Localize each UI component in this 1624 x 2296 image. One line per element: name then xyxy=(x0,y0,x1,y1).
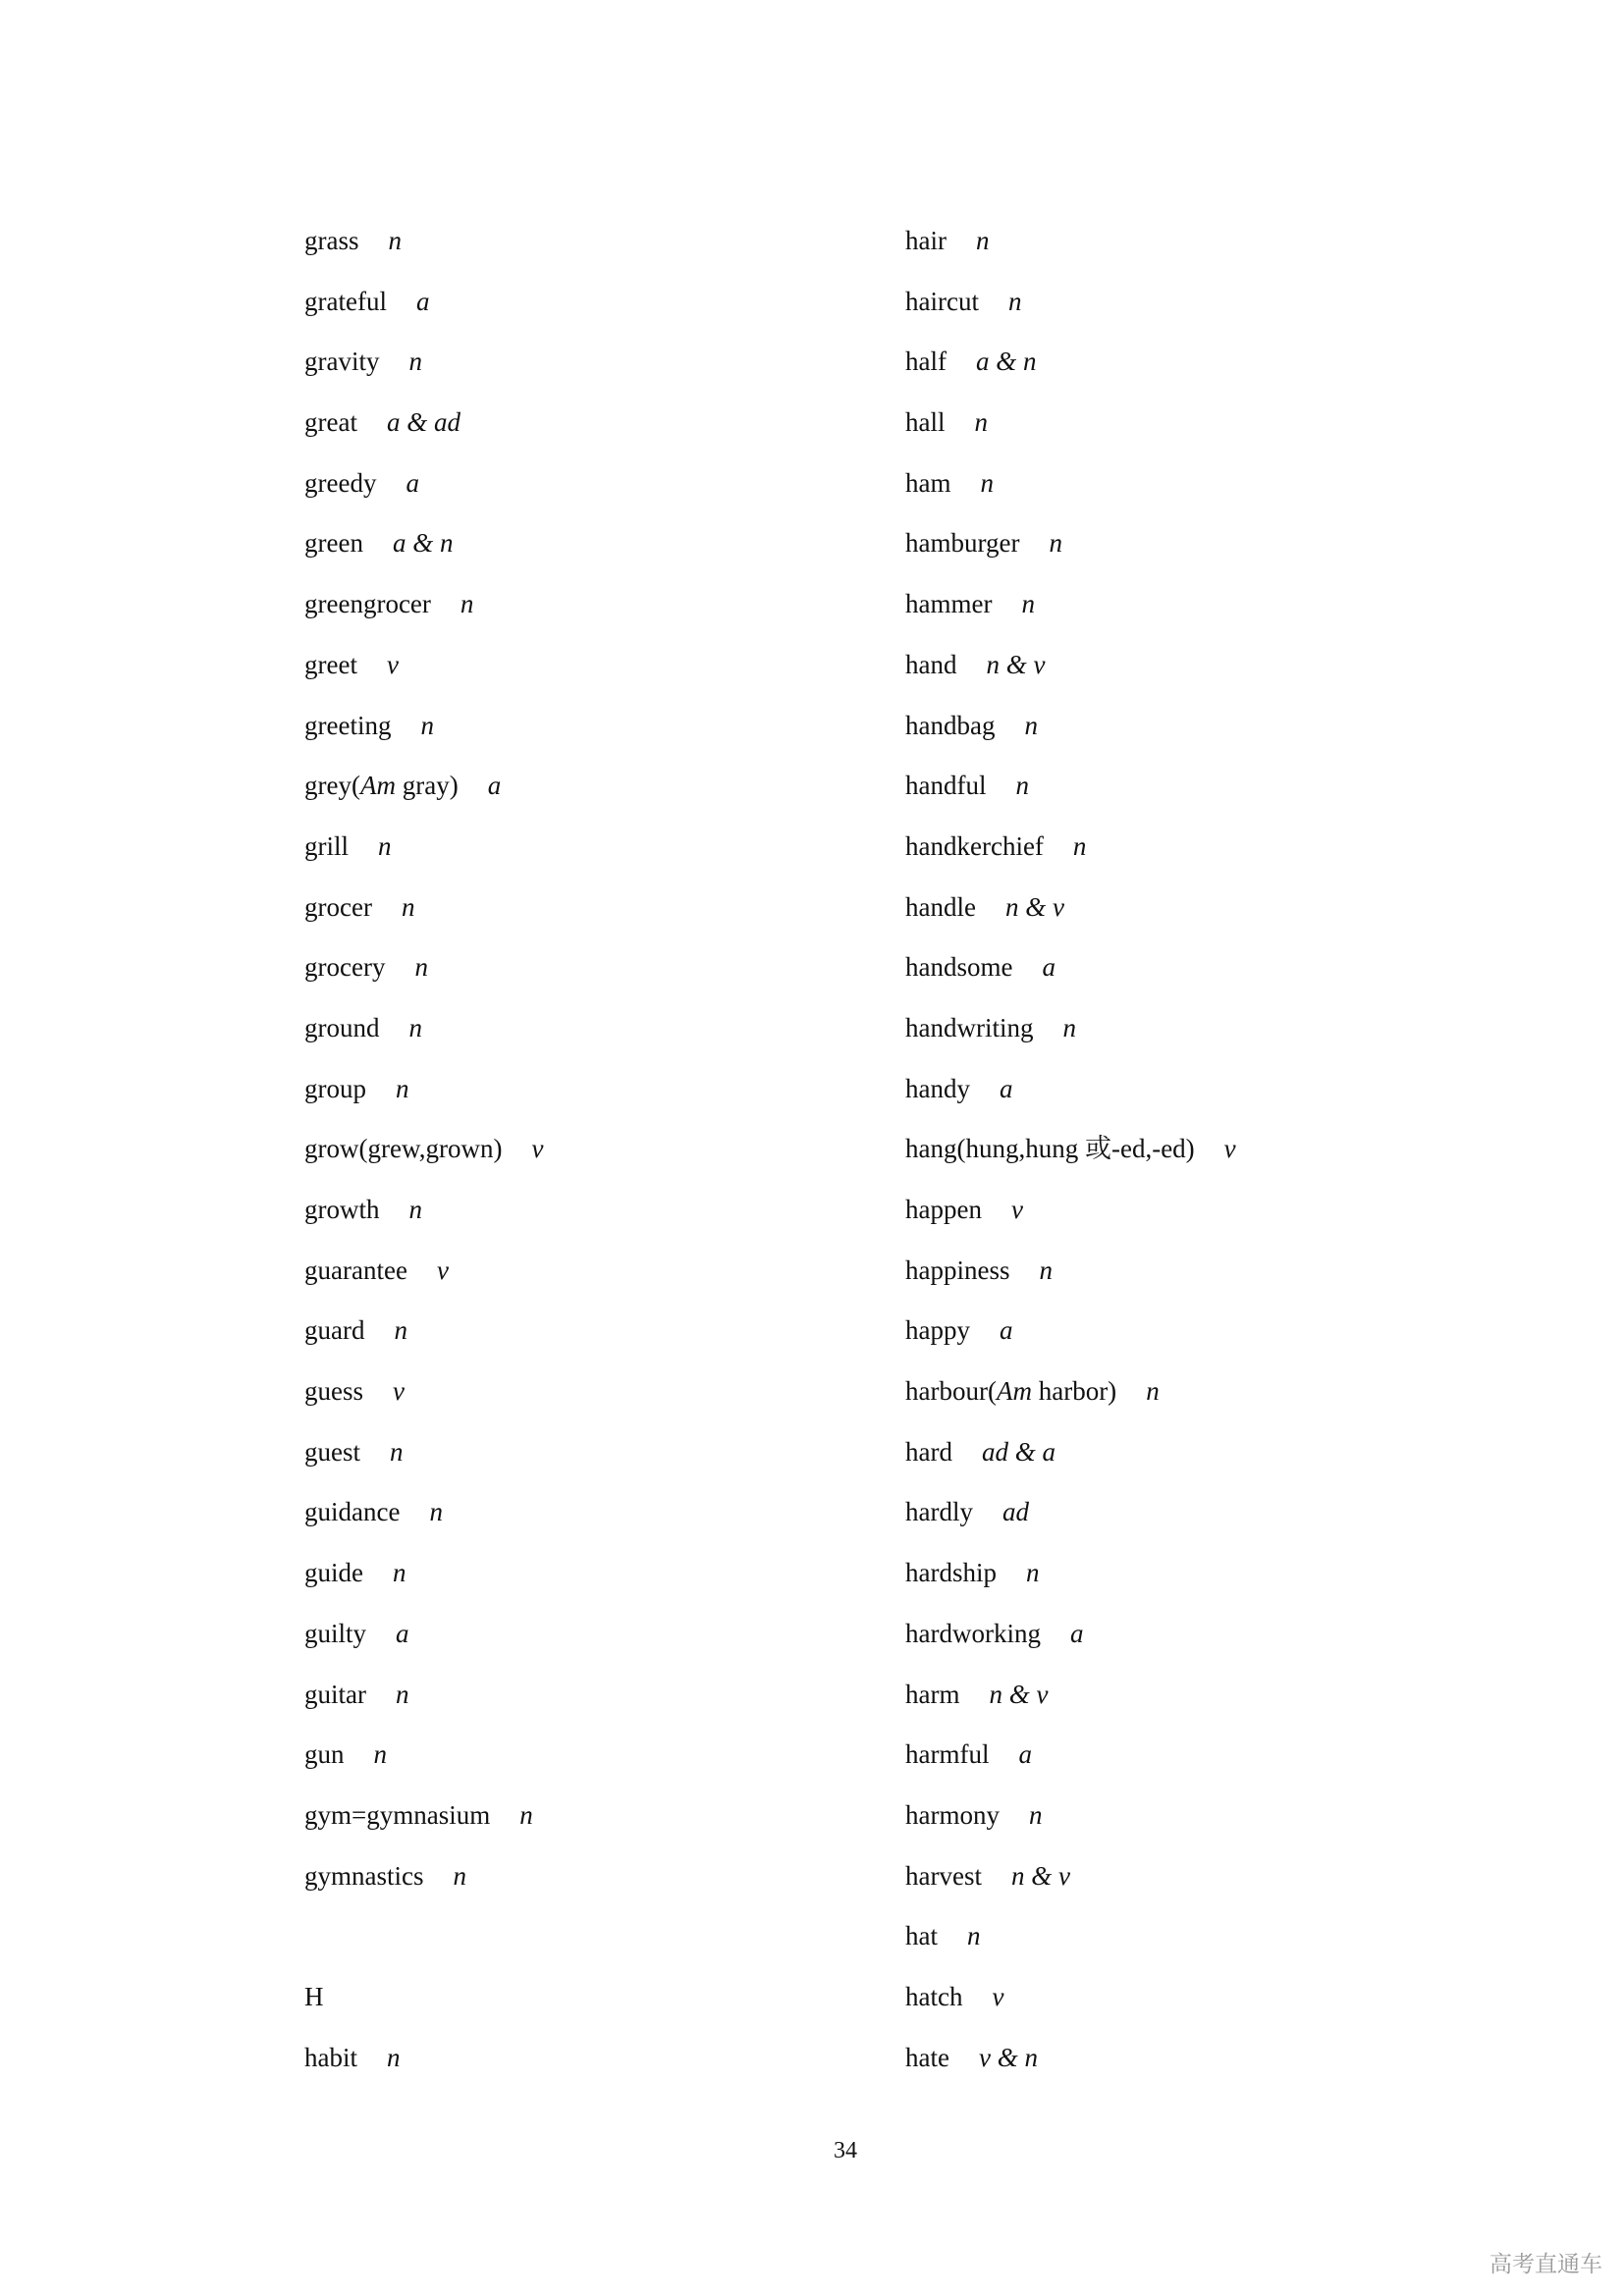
part-of-speech: n xyxy=(1007,286,1022,316)
part-of-speech: n xyxy=(1062,1012,1076,1042)
part-of-speech: n xyxy=(1021,589,1035,619)
vocab-word: hardly xyxy=(905,1497,973,1527)
part-of-speech: ad xyxy=(1001,1497,1029,1527)
vocab-entry xyxy=(304,1725,543,1786)
part-of-speech: v xyxy=(436,1255,449,1285)
vocab-entry xyxy=(304,211,543,272)
part-of-speech: a & n xyxy=(975,347,1037,377)
part-of-speech: n & v xyxy=(1010,1860,1070,1891)
part-of-speech: n xyxy=(408,1195,422,1224)
part-of-speech: a xyxy=(487,771,502,801)
vocab-word: happen xyxy=(905,1195,982,1224)
vocab-entry xyxy=(905,211,1236,272)
vocab-word: hardworking xyxy=(905,1618,1041,1648)
vocab-entry xyxy=(304,574,543,635)
right-column xyxy=(905,211,1236,2088)
vocab-word: guitar xyxy=(304,1679,366,1709)
vocab-word: H xyxy=(304,1981,324,2011)
part-of-speech: n xyxy=(414,952,428,983)
vocab-entry xyxy=(304,272,543,333)
part-of-speech: n xyxy=(1025,1558,1040,1588)
vocab-entry xyxy=(905,817,1236,878)
part-of-speech: a xyxy=(1042,952,1056,983)
part-of-speech: a xyxy=(415,286,430,316)
part-of-speech: v xyxy=(393,1376,405,1407)
part-of-speech: n xyxy=(408,1012,422,1042)
vocab-word: hate xyxy=(905,2042,949,2072)
vocab-word: hard xyxy=(905,1436,952,1467)
vocab-entry xyxy=(304,1180,543,1241)
vocab-entry xyxy=(304,696,543,757)
part-of-speech: a & ad xyxy=(386,407,460,438)
vocab-entry xyxy=(905,1059,1236,1120)
vocab-word: hand xyxy=(905,649,957,679)
vocab-word: harmful xyxy=(905,1739,990,1770)
vocab-entry xyxy=(905,1301,1236,1362)
vocab-word: greet xyxy=(304,649,357,679)
vocab-entry xyxy=(905,1119,1236,1180)
part-of-speech: v xyxy=(1010,1195,1023,1224)
variant-label: Am xyxy=(996,1376,1032,1407)
vocab-entry xyxy=(304,1362,543,1422)
vocab-word: half xyxy=(905,347,947,377)
vocab-entry xyxy=(905,878,1236,938)
part-of-speech: n xyxy=(519,1799,533,1830)
vocab-entry xyxy=(304,635,543,696)
vocab-entry xyxy=(905,1665,1236,1726)
vocab-entry xyxy=(304,2028,543,2089)
vocab-word: happy xyxy=(905,1315,970,1346)
vocab-word: handful xyxy=(905,771,987,801)
vocab-word: guarantee xyxy=(304,1255,407,1285)
part-of-speech: n xyxy=(460,589,474,619)
vocab-word: group xyxy=(304,1073,366,1103)
vocab-entry xyxy=(304,1119,543,1180)
vocab-word: haircut xyxy=(905,286,979,316)
vocab-entry xyxy=(304,1422,543,1483)
part-of-speech: a xyxy=(396,1618,409,1648)
vocab-word: grill xyxy=(304,830,349,861)
part-of-speech: v xyxy=(1223,1134,1236,1164)
part-of-speech: a xyxy=(1018,1739,1032,1770)
vocab-word-tail: harbor) xyxy=(1031,1376,1117,1407)
vocab-word: grocery xyxy=(304,952,386,983)
vocab-word: grass xyxy=(304,226,359,255)
part-of-speech: n xyxy=(453,1860,466,1891)
vocab-entry xyxy=(304,878,543,938)
part-of-speech: v xyxy=(386,649,399,679)
part-of-speech: a & n xyxy=(392,528,454,559)
vocab-word: gymnastics xyxy=(304,1860,424,1891)
vocab-entry xyxy=(304,1543,543,1604)
vocab-entry xyxy=(905,696,1236,757)
vocab-word: handbag xyxy=(905,710,996,740)
part-of-speech: v & n xyxy=(978,2042,1038,2072)
vocab-entry xyxy=(905,272,1236,333)
vocab-word: great xyxy=(304,407,357,438)
vocab-word: harm xyxy=(905,1679,960,1709)
vocab-word: guilty xyxy=(304,1618,367,1648)
vocab-word: guidance xyxy=(304,1497,401,1527)
vocab-entry xyxy=(905,1543,1236,1604)
vocab-entry xyxy=(905,1241,1236,1302)
vocab-entry xyxy=(905,1846,1236,1907)
vocab-word: harvest xyxy=(905,1860,982,1891)
part-of-speech: n xyxy=(967,1921,981,1951)
part-of-speech: n xyxy=(395,1679,409,1709)
part-of-speech: ad & a xyxy=(981,1436,1056,1467)
vocab-word: greengrocer xyxy=(304,589,431,619)
vocab-word: handle xyxy=(905,891,976,922)
part-of-speech: n xyxy=(1072,830,1087,861)
vocab-entry xyxy=(304,998,543,1059)
vocab-word: grateful xyxy=(304,286,387,316)
vocab-word: hair xyxy=(905,226,947,255)
vocab-word: handy xyxy=(905,1073,970,1103)
vocab-word: hat xyxy=(905,1921,938,1951)
vocab-entry xyxy=(304,1482,543,1543)
vocab-word: guide xyxy=(304,1558,363,1588)
part-of-speech: a xyxy=(999,1315,1013,1346)
vocab-entry xyxy=(905,332,1236,393)
part-of-speech: n xyxy=(1146,1376,1160,1407)
vocab-entry xyxy=(304,1665,543,1726)
vocab-entry xyxy=(905,2028,1236,2089)
vocab-entry xyxy=(905,1906,1236,1967)
vocab-word: handkerchief xyxy=(905,830,1044,861)
vocab-word: guard xyxy=(304,1315,365,1346)
vocab-entry xyxy=(304,1301,543,1362)
part-of-speech: n xyxy=(394,1315,407,1346)
vocab-entry xyxy=(905,1362,1236,1422)
part-of-speech: n xyxy=(393,1558,406,1588)
vocab-entry xyxy=(905,635,1236,696)
part-of-speech: a xyxy=(406,467,419,498)
vocab-entry xyxy=(304,454,543,514)
vocab-word: happiness xyxy=(905,1255,1010,1285)
vocab-entry xyxy=(304,513,543,574)
part-of-speech: n xyxy=(974,407,988,438)
part-of-speech: n xyxy=(1024,710,1038,740)
vocab-entry xyxy=(304,1604,543,1665)
part-of-speech: n & v xyxy=(989,1679,1049,1709)
part-of-speech: n xyxy=(1049,528,1062,559)
vocab-entry xyxy=(905,1967,1236,2028)
part-of-speech: n xyxy=(980,467,994,498)
vocab-word: greedy xyxy=(304,467,377,498)
vocab-word: grocer xyxy=(304,891,372,922)
vocab-entry xyxy=(304,817,543,878)
vocab-word: handwriting xyxy=(905,1012,1034,1042)
vocab-word: greeting xyxy=(304,710,392,740)
vocab-entry xyxy=(304,937,543,998)
part-of-speech: n xyxy=(378,830,392,861)
variant-label: Am xyxy=(359,771,396,801)
vocab-word: hatch xyxy=(905,1981,963,2011)
vocab-entry xyxy=(905,998,1236,1059)
vocab-word: harmony xyxy=(905,1799,1000,1830)
vocab-entry xyxy=(304,393,543,454)
vocab-word: hamburger xyxy=(905,528,1020,559)
vocab-entry xyxy=(905,513,1236,574)
part-of-speech: n xyxy=(373,1739,387,1770)
part-of-speech: n xyxy=(396,1073,409,1103)
vocab-word: hardship xyxy=(905,1558,997,1588)
vocab-word: ground xyxy=(304,1012,380,1042)
part-of-speech: a xyxy=(1069,1618,1084,1648)
vocab-entry xyxy=(905,937,1236,998)
vocab-entry xyxy=(304,1967,543,2028)
part-of-speech: a xyxy=(999,1073,1013,1103)
watermark: 高考直通车 xyxy=(1489,2252,1602,2277)
vocab-entry xyxy=(905,454,1236,514)
vocab-entry xyxy=(905,1604,1236,1665)
vocab-word: hammer xyxy=(905,589,993,619)
vocab-entry xyxy=(304,1241,543,1302)
part-of-speech: n xyxy=(420,710,434,740)
part-of-speech: n xyxy=(1015,771,1029,801)
vocab-entry xyxy=(905,1422,1236,1483)
vocab-word-tail: gray) xyxy=(395,771,459,801)
left-column xyxy=(304,211,543,2088)
vocab-word: ham xyxy=(905,467,951,498)
vocab-entry xyxy=(905,1786,1236,1846)
vocab-entry xyxy=(905,1482,1236,1543)
part-of-speech: n xyxy=(408,347,422,377)
part-of-speech: v xyxy=(992,1981,1004,2011)
vocab-entry xyxy=(304,1906,543,1967)
vocab-word: harbour( xyxy=(905,1376,997,1407)
part-of-speech: n & v xyxy=(1004,891,1064,922)
part-of-speech: n xyxy=(1039,1255,1053,1285)
part-of-speech: n xyxy=(975,226,990,255)
part-of-speech: n xyxy=(1028,1799,1043,1830)
vocab-entry xyxy=(304,332,543,393)
vocab-word: gym=gymnasium xyxy=(304,1799,491,1830)
vocab-word: grow(grew,grown) xyxy=(304,1134,503,1164)
vocab-word: hang(hung,hung 或-ed,-ed) xyxy=(905,1134,1195,1164)
part-of-speech: n xyxy=(429,1497,443,1527)
part-of-speech: n & v xyxy=(986,649,1046,679)
part-of-speech: n xyxy=(401,891,415,922)
vocab-entry xyxy=(304,756,543,817)
vocab-word: guest xyxy=(304,1436,360,1467)
vocab-word: grey( xyxy=(304,771,360,801)
vocab-word: gravity xyxy=(304,347,380,377)
part-of-speech: v xyxy=(531,1134,544,1164)
vocab-entry xyxy=(304,1786,543,1846)
vocab-entry xyxy=(905,393,1236,454)
vocab-word: handsome xyxy=(905,952,1013,983)
page-number: 34 xyxy=(834,2138,857,2163)
vocab-entry xyxy=(905,574,1236,635)
vocab-entry xyxy=(304,1059,543,1120)
vocab-entry xyxy=(304,1846,543,1907)
vocab-entry xyxy=(905,756,1236,817)
part-of-speech: n xyxy=(388,226,402,255)
vocab-word: green xyxy=(304,528,363,559)
vocab-entry xyxy=(905,1725,1236,1786)
vocab-word: gun xyxy=(304,1739,345,1770)
vocab-entry xyxy=(905,1180,1236,1241)
vocab-word: guess xyxy=(304,1376,363,1407)
vocab-word: habit xyxy=(304,2042,357,2072)
vocab-word: hall xyxy=(905,407,946,438)
part-of-speech: n xyxy=(390,1436,404,1467)
vocab-word: growth xyxy=(304,1195,380,1224)
part-of-speech: n xyxy=(387,2042,401,2072)
